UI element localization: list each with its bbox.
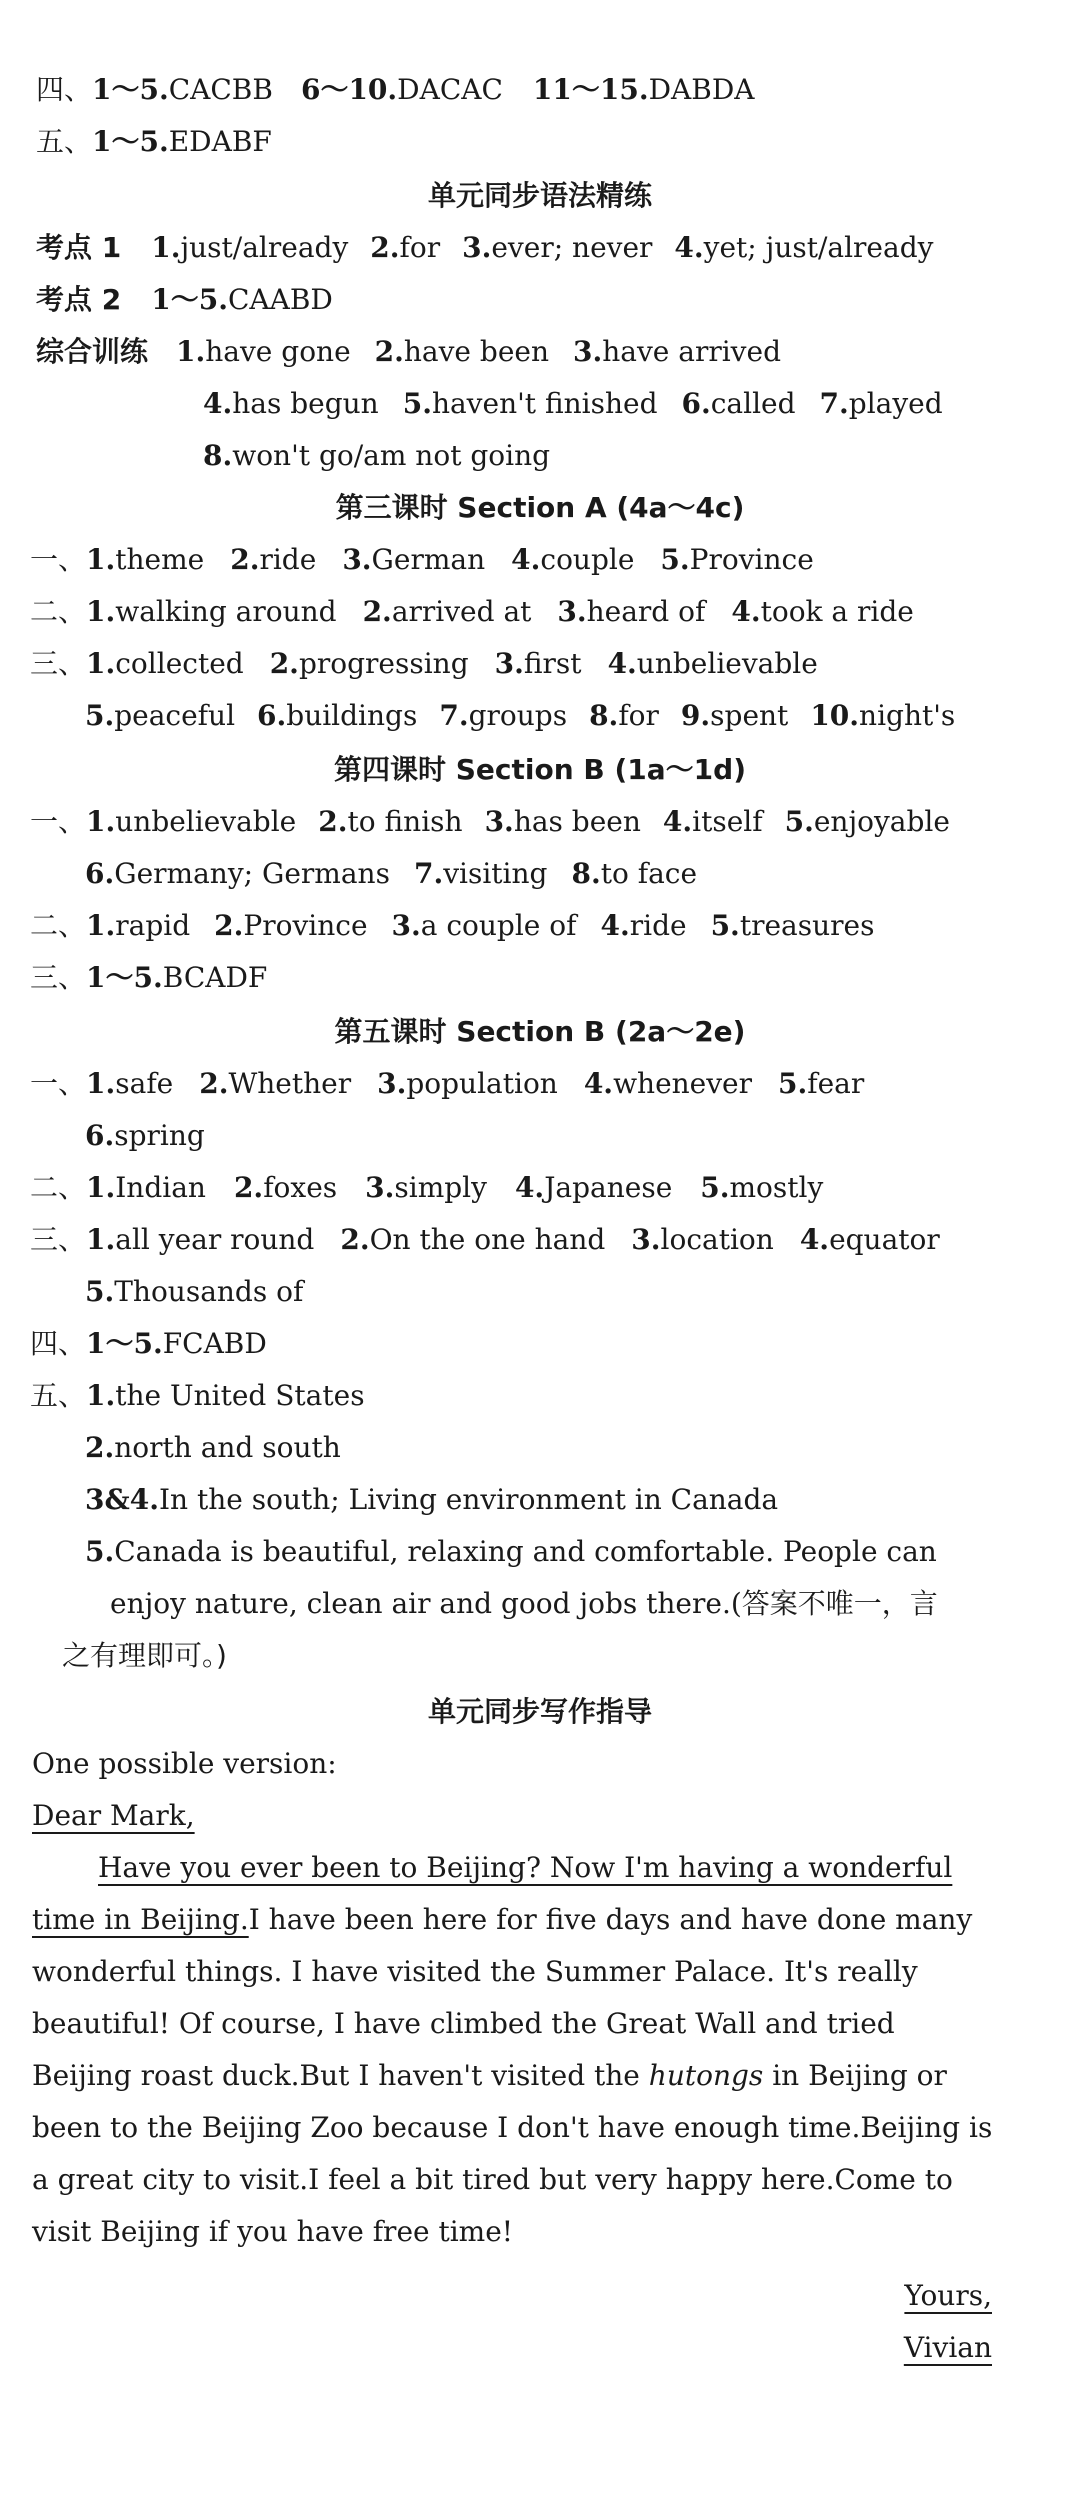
- answer-row-zh1: [36, 326, 1080, 378]
- item-answer: Thousands of: [114, 1275, 304, 1308]
- letter-text-underlined: time in Beijing.: [32, 1903, 249, 1936]
- item-answer: visiting: [443, 857, 548, 890]
- item-answer: Province: [689, 543, 814, 576]
- row-prefix: 五、: [30, 1379, 87, 1412]
- item-number: 4.: [511, 543, 541, 576]
- item-answer: German: [371, 543, 486, 576]
- item-number: 1～5.: [86, 1327, 163, 1360]
- item-answer: fear: [807, 1067, 865, 1100]
- item-number: 5.: [710, 909, 740, 942]
- item-number: 1.: [86, 543, 116, 576]
- answer-row-k1: [36, 222, 1080, 274]
- item-number: 3.: [391, 909, 421, 942]
- item-number: 1.: [86, 805, 116, 838]
- row-prefix: 三、: [30, 647, 87, 680]
- item-answer: In the south; Living environment in Canada: [159, 1483, 779, 1516]
- item-number: 1～5.: [86, 961, 163, 994]
- item-number: 1.: [86, 1379, 116, 1412]
- item-number: 2.: [374, 335, 404, 368]
- item-answer: safe: [115, 1067, 174, 1100]
- answer-row-l5e5: enjoy nature, clean air and good jobs there.(答案不唯一，言: [110, 1587, 938, 1620]
- item-number: 7.: [819, 387, 849, 420]
- item-number: 3&4.: [85, 1483, 159, 1516]
- item-number: 4.: [662, 805, 693, 838]
- item-answer: north and south: [114, 1431, 341, 1464]
- row-prefix: 一、: [30, 805, 87, 838]
- item-answer: BCADF: [162, 961, 268, 994]
- letter-text: Have you ever been to Beijing? Now I'm having a wonderful: [98, 1851, 953, 1884]
- answer-row-l4a2: [85, 848, 1080, 900]
- item-number: 11～15.: [532, 73, 649, 106]
- answer-row-l5e4: [85, 1526, 1080, 1578]
- letter-line-5: [32, 2050, 1080, 2102]
- row-prefix: 四、: [36, 73, 93, 106]
- closing-text: Yours,: [904, 2279, 992, 2312]
- item-answer: called: [710, 387, 796, 420]
- item-answer: Germany; Germans: [114, 857, 390, 890]
- letter-line-6: been to the Beijing Zoo because I don't have enough time.Beijing is: [32, 2111, 993, 2144]
- row-prefix: 一、: [30, 543, 87, 576]
- item-answer: Province: [243, 909, 368, 942]
- item-answer: DACAC: [397, 73, 503, 106]
- row-prefix: 四、: [30, 1327, 87, 1360]
- item-number: 3.: [494, 647, 524, 680]
- item-answer: location: [660, 1223, 774, 1256]
- answer-row-s1: [36, 64, 1080, 116]
- item-number: 1～5.: [92, 73, 169, 106]
- row-prefix: 三、: [30, 961, 87, 994]
- item-number: 2.: [85, 1431, 115, 1464]
- item-number: 6.: [681, 387, 711, 420]
- answer-row-l4a: [30, 796, 1080, 848]
- item-number: 6.: [85, 857, 115, 890]
- answer-row-l5b: [30, 1162, 1080, 1214]
- item-number: 2.: [233, 1171, 264, 1204]
- item-number: 1.: [86, 909, 116, 942]
- row-prefix: 一、: [30, 1067, 87, 1100]
- item-number: 6.: [257, 699, 287, 732]
- item-answer: peaceful: [114, 699, 236, 732]
- item-number: 2.: [269, 647, 299, 680]
- item-number: 10.: [810, 699, 860, 732]
- item-answer: to face: [600, 857, 698, 890]
- letter-closing: [904, 2270, 992, 2322]
- letter-intro: One possible version:: [32, 1747, 337, 1780]
- item-number: 5.: [660, 543, 690, 576]
- letter-line-3: wonderful things. I have visited the Summer Palace. It's really: [32, 1955, 918, 1988]
- letter-text-italic: hutongs: [648, 2059, 764, 2092]
- item-answer: treasures: [739, 909, 875, 942]
- answer-row-l3c: [30, 638, 1080, 690]
- item-answer: heard of: [586, 595, 706, 628]
- greeting-text: Dear Mark,: [32, 1799, 195, 1832]
- item-number: 5.: [700, 1171, 730, 1204]
- item-answer: equator: [829, 1223, 940, 1256]
- item-answer: foxes: [263, 1171, 338, 1204]
- item-number: 1～5.: [92, 125, 169, 158]
- item-answer: theme: [115, 543, 205, 576]
- item-answer: DABDA: [648, 73, 755, 106]
- item-number: 4.: [203, 387, 233, 420]
- answer-row-l5a: [30, 1058, 1080, 1110]
- item-number: 1.: [176, 335, 206, 368]
- section-heading-lesson4: 第四课时 Section B (1a～1d): [334, 753, 746, 786]
- letter-line-7: a great city to visit.I feel a bit tired but very happy here.Come to: [32, 2163, 953, 2196]
- signature-text: Vivian: [903, 2331, 992, 2364]
- row-prefix: 二、: [30, 595, 87, 628]
- item-number: 2.: [318, 805, 348, 838]
- row-label: 考点 2: [36, 283, 122, 316]
- item-answer: for: [618, 699, 659, 732]
- item-answer: spent: [710, 699, 789, 732]
- item-number: 7.: [413, 857, 444, 890]
- item-number: 1.: [86, 595, 116, 628]
- answer-row-k2: [36, 274, 1080, 326]
- letter-signature: [904, 2322, 992, 2374]
- item-answer: CAABD: [227, 283, 333, 316]
- item-answer: has begun: [232, 387, 379, 420]
- item-answer: FCABD: [162, 1327, 267, 1360]
- item-answer: groups: [468, 699, 568, 732]
- answer-row-l4c: [30, 952, 1080, 1004]
- letter-line-8: visit Beijing if you have free time!: [32, 2215, 514, 2248]
- item-number: 4.: [583, 1067, 614, 1100]
- item-number: 2.: [230, 543, 260, 576]
- item-answer: whenever: [613, 1067, 753, 1100]
- item-number: 3.: [631, 1223, 661, 1256]
- item-number: 9.: [680, 699, 711, 732]
- item-number: 1～5.: [151, 283, 228, 316]
- item-answer: all year round: [115, 1223, 315, 1256]
- item-number: 6～10.: [300, 73, 398, 106]
- item-number: 1.: [86, 1223, 116, 1256]
- item-answer: Whether: [228, 1067, 352, 1100]
- item-answer: CACBB: [168, 73, 273, 106]
- item-answer: have arrived: [602, 335, 781, 368]
- section-heading-lesson3: 第三课时 Section A (4a～4c): [335, 491, 745, 524]
- item-number: 4.: [674, 231, 704, 264]
- answer-row-l5e6: 之有理即可。): [62, 1639, 227, 1672]
- item-answer: to finish: [347, 805, 463, 838]
- letter-text: in Beijing or: [763, 2059, 947, 2092]
- answer-row-l3a: [30, 534, 1080, 586]
- item-answer: population: [406, 1067, 558, 1100]
- item-answer: arrived at: [391, 595, 532, 628]
- item-answer: a couple of: [420, 909, 577, 942]
- item-answer: Canada is beautiful, relaxing and comfortable. People can: [114, 1535, 937, 1568]
- item-answer: have been: [403, 335, 550, 368]
- item-answer: took a ride: [760, 595, 914, 628]
- item-number: 4.: [607, 647, 637, 680]
- item-number: 2.: [214, 909, 244, 942]
- item-number: 6.: [85, 1119, 115, 1152]
- item-answer: have gone: [205, 335, 351, 368]
- item-answer: haven't finished: [431, 387, 658, 420]
- item-number: 1.: [86, 1171, 116, 1204]
- item-answer: just/already: [180, 231, 349, 264]
- item-answer: enjoyable: [813, 805, 950, 838]
- answer-row-zh2: [203, 378, 1080, 430]
- answer-row-l4b: [30, 900, 1080, 952]
- item-number: 1.: [86, 647, 116, 680]
- item-number: 3.: [365, 1171, 395, 1204]
- row-label: 综合训练: [36, 335, 149, 368]
- item-number: 2.: [340, 1223, 370, 1256]
- item-number: 1.: [151, 231, 181, 264]
- item-answer: unbelievable: [636, 647, 818, 680]
- item-answer: first: [523, 647, 582, 680]
- item-number: 4.: [731, 595, 761, 628]
- item-answer: has been: [513, 805, 641, 838]
- item-number: 3.: [377, 1067, 407, 1100]
- answer-row-l5e: [30, 1370, 1080, 1422]
- item-number: 2.: [370, 231, 400, 264]
- item-number: 5.: [85, 1275, 115, 1308]
- row-prefix: 五、: [36, 125, 93, 158]
- item-number: 3.: [573, 335, 603, 368]
- item-answer: Indian: [115, 1171, 206, 1204]
- item-answer: ride: [259, 543, 317, 576]
- letter-greeting: [32, 1790, 1080, 1842]
- item-number: 3.: [484, 805, 514, 838]
- item-answer: ride: [629, 909, 687, 942]
- answer-row-l5c: [30, 1214, 1080, 1266]
- item-answer: unbelievable: [115, 805, 297, 838]
- item-number: 3.: [557, 595, 587, 628]
- item-number: 5.: [85, 1535, 115, 1568]
- item-answer: buildings: [286, 699, 418, 732]
- item-number: 3.: [462, 231, 492, 264]
- item-answer: Japanese: [544, 1171, 673, 1204]
- answer-row-l5e2: [85, 1422, 1080, 1474]
- item-number: 4.: [600, 909, 630, 942]
- item-answer: progressing: [298, 647, 469, 680]
- answer-row-l5a2: [85, 1110, 1080, 1162]
- item-answer: night's: [859, 699, 956, 732]
- item-number: 5.: [784, 805, 814, 838]
- item-answer: the United States: [115, 1379, 365, 1412]
- answer-row-l3b: [30, 586, 1080, 638]
- row-label: 考点 1: [36, 231, 122, 264]
- answer-row-s2: [36, 116, 1080, 168]
- item-number: 4.: [799, 1223, 830, 1256]
- answer-row-l5d: [30, 1318, 1080, 1370]
- letter-text: Beijing roast duck.But I haven't visited the: [32, 2059, 649, 2092]
- item-number: 2.: [362, 595, 392, 628]
- item-answer: won't go/am not going: [232, 439, 551, 472]
- item-answer: EDABF: [168, 125, 272, 158]
- item-answer: yet; just/already: [703, 231, 934, 264]
- letter-line-2: [32, 1894, 1080, 1946]
- item-number: 2.: [199, 1067, 229, 1100]
- item-answer: walking around: [115, 595, 337, 628]
- item-answer: itself: [692, 805, 763, 838]
- item-answer: spring: [114, 1119, 205, 1152]
- item-number: 5.: [85, 699, 115, 732]
- letter-line-1: [98, 1842, 1080, 1894]
- item-answer: ever; never: [491, 231, 653, 264]
- item-answer: played: [848, 387, 943, 420]
- section-heading-grammar: 单元同步语法精练: [427, 179, 652, 212]
- row-prefix: 三、: [30, 1223, 87, 1256]
- item-answer: mostly: [729, 1171, 824, 1204]
- item-number: 5.: [402, 387, 432, 420]
- answer-row-l5e3: [85, 1474, 1080, 1526]
- item-answer: collected: [115, 647, 244, 680]
- answer-row-l5c2: [85, 1266, 1080, 1318]
- item-number: 5.: [778, 1067, 808, 1100]
- row-prefix: 二、: [30, 1171, 87, 1204]
- item-answer: simply: [394, 1171, 487, 1204]
- item-answer: rapid: [115, 909, 191, 942]
- item-answer: for: [399, 231, 441, 264]
- item-answer: couple: [540, 543, 635, 576]
- row-prefix: 二、: [30, 909, 87, 942]
- item-number: 3.: [342, 543, 372, 576]
- answer-row-l3c2: [85, 690, 1080, 742]
- item-number: 8.: [571, 857, 601, 890]
- item-answer: On the one hand: [369, 1223, 606, 1256]
- section-heading-lesson5: 第五课时 Section B (2a～2e): [334, 1015, 746, 1048]
- item-number: 7.: [439, 699, 469, 732]
- letter-line-4: beautiful! Of course, I have climbed the Great Wall and tried: [32, 2007, 895, 2040]
- section-heading-writing: 单元同步写作指导: [427, 1695, 652, 1728]
- item-number: 8.: [589, 699, 619, 732]
- item-number: 1.: [86, 1067, 116, 1100]
- item-number: 8.: [203, 439, 233, 472]
- item-number: 4.: [514, 1171, 545, 1204]
- answer-row-zh3: [203, 430, 1080, 482]
- letter-text: I have been here for five days and have done many: [248, 1903, 973, 1936]
